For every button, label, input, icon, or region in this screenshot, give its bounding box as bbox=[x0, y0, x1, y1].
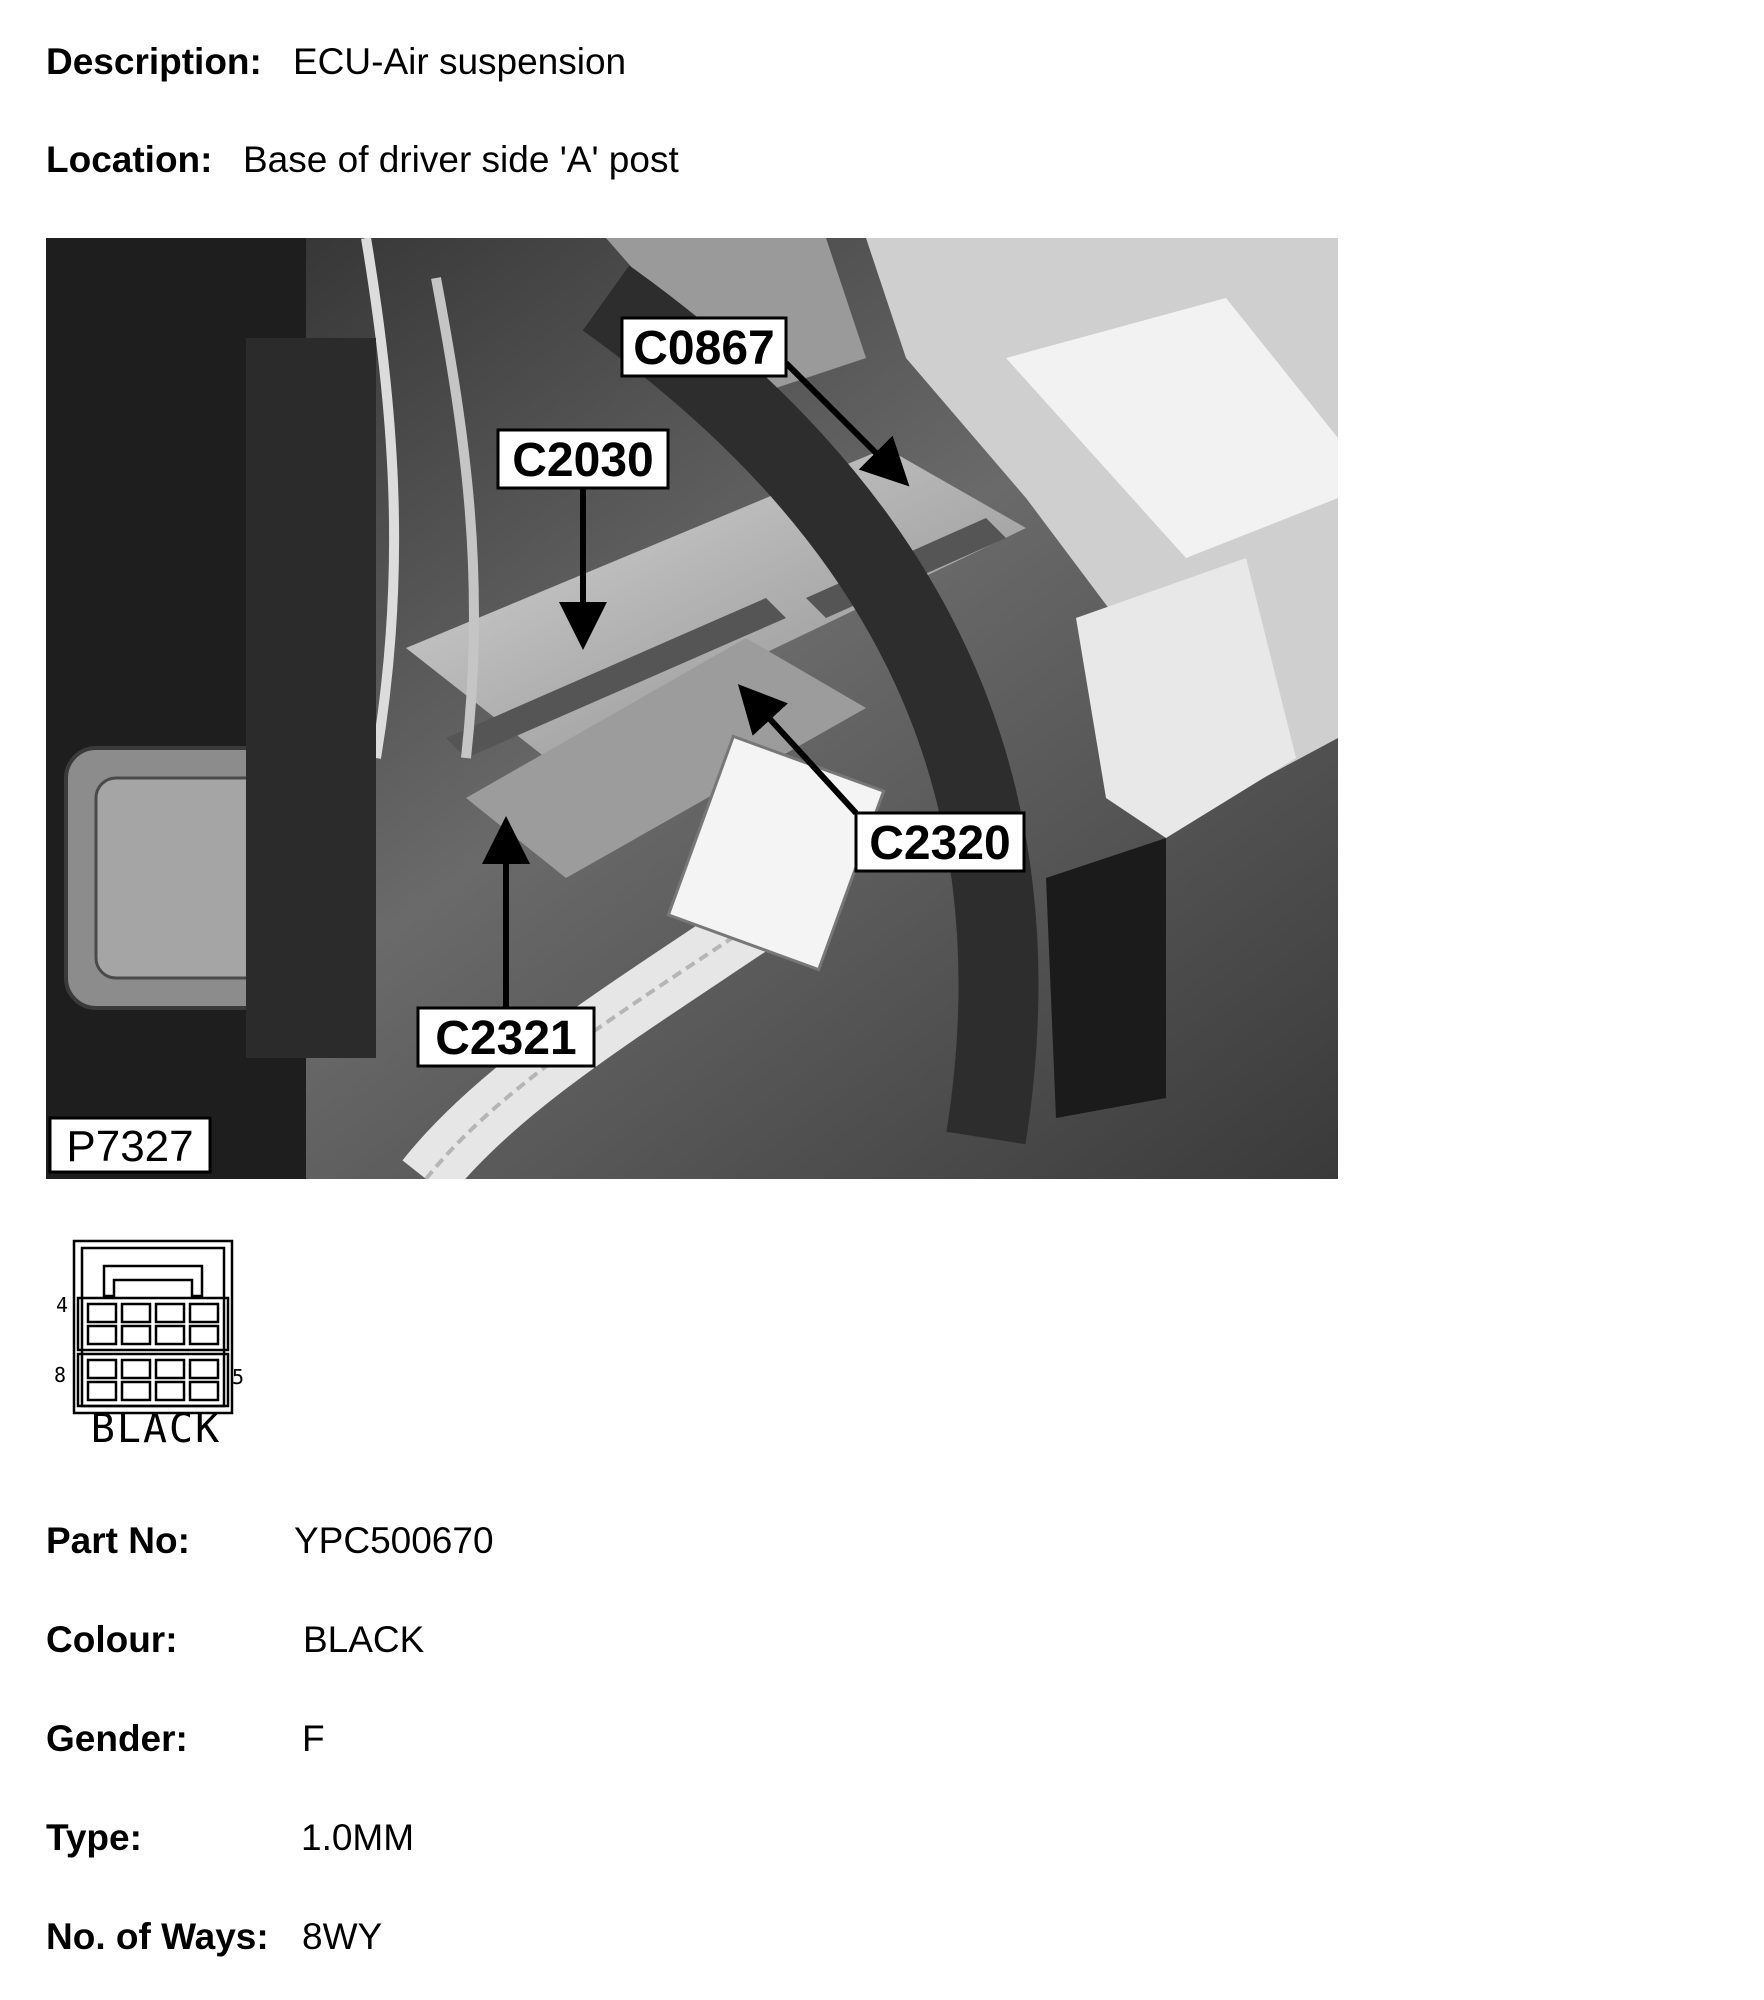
gender-label: Gender: bbox=[46, 1718, 188, 1759]
pin-label-8: 8 bbox=[54, 1363, 67, 1387]
colour-value: BLACK bbox=[303, 1619, 425, 1660]
callout-c2030 bbox=[498, 430, 668, 488]
photo-number-label: P7327 bbox=[66, 1122, 194, 1171]
callout-c2320 bbox=[856, 813, 1024, 871]
description-row bbox=[46, 40, 627, 84]
lower-pin-row bbox=[88, 1360, 218, 1400]
part-no-value: YPC500670 bbox=[294, 1520, 494, 1561]
callout-c2030-label: C2030 bbox=[512, 434, 654, 487]
callout-c2321 bbox=[418, 1008, 594, 1066]
callout-c0867-label: C0867 bbox=[633, 322, 775, 375]
upper-pin-row bbox=[88, 1304, 218, 1344]
ways-row bbox=[46, 1915, 383, 1959]
type-label: Type: bbox=[46, 1817, 142, 1858]
callout-c0867 bbox=[622, 318, 786, 376]
connector-colour-label: BLACK bbox=[90, 1406, 222, 1450]
location-value: Base of driver side 'A' post bbox=[243, 139, 679, 180]
description-value: ECU-Air suspension bbox=[293, 41, 627, 82]
ways-value: 8WY bbox=[302, 1916, 383, 1957]
gender-value: F bbox=[302, 1718, 325, 1759]
connector-face-diagram bbox=[52, 1236, 260, 1450]
part-no-row bbox=[46, 1519, 494, 1563]
callout-c2320-label: C2320 bbox=[869, 817, 1011, 870]
type-value: 1.0MM bbox=[301, 1817, 415, 1858]
callout-c2321-label: C2321 bbox=[435, 1012, 577, 1065]
colour-label: Colour: bbox=[46, 1619, 178, 1660]
photo-number bbox=[50, 1118, 210, 1172]
ways-label: No. of Ways: bbox=[46, 1916, 269, 1957]
pin-label-5: 5 bbox=[232, 1365, 245, 1389]
part-no-label: Part No: bbox=[46, 1520, 190, 1561]
ecu-location-photo bbox=[46, 238, 1338, 1179]
pin-label-4: 4 bbox=[56, 1293, 69, 1317]
colour-row bbox=[46, 1618, 425, 1662]
type-row bbox=[46, 1816, 415, 1860]
location-label: Location: bbox=[46, 139, 213, 180]
location-row bbox=[46, 138, 679, 182]
description-label: Description: bbox=[46, 41, 262, 82]
gender-row bbox=[46, 1717, 325, 1761]
